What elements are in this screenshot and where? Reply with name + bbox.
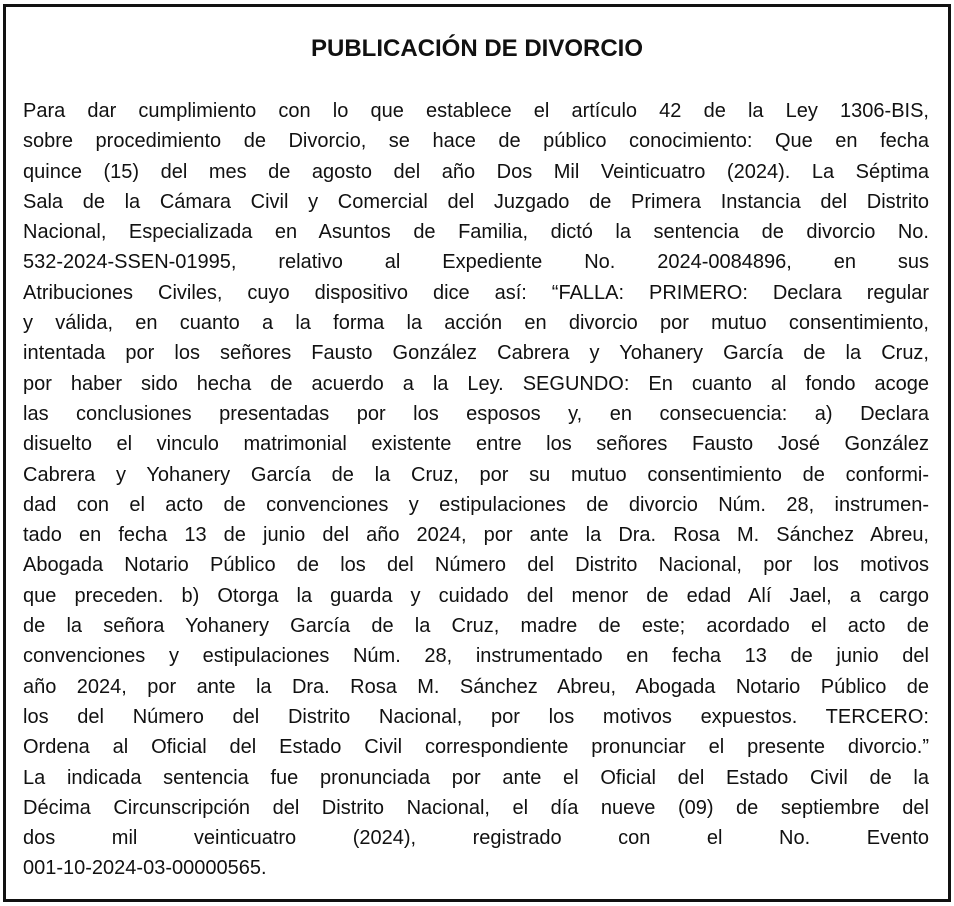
notice-line: año 2024, por ante la Dra. Rosa M. Sánchez Abreu, Abogada Notario Público de xyxy=(23,675,929,698)
notice-line: sobre procedimiento de Divorcio, se hace de público conocimiento: Que en fecha xyxy=(23,130,929,153)
notice-line: Para dar cumplimiento con lo que establece el artículo 42 de la Ley 1306-BIS, xyxy=(23,100,929,122)
notice-line: Cabrera y Yohanery García de la Cruz, por su mutuo consentimiento de conformi- xyxy=(23,463,929,486)
notice-line: Décima Circunscripción del Distrito Nacional, el día nueve (09) de septiembre del xyxy=(23,796,929,819)
notice-frame xyxy=(3,4,951,902)
notice-line: intentada por los señores Fausto González Cabrera y Yohanery García de la Cruz, xyxy=(23,342,929,365)
notice-line: 001-10-2024-03-00000565. xyxy=(23,857,267,880)
notice-line: La indicada sentencia fue pronunciada por ante el Oficial del Estado Civil de la xyxy=(23,766,929,789)
notice-line: Atribuciones Civiles, cuyo dispositivo dice así: “FALLA: PRIMERO: Declara regular xyxy=(23,281,929,304)
notice-line: Ordena al Oficial del Estado Civil correspondiente pronunciar el presente divorcio.” xyxy=(23,736,929,759)
notice-line: por haber sido hecha de acuerdo a la Ley. SEGUNDO: En cuanto al fondo acoge xyxy=(23,372,929,395)
notice-line: dos mil veinticuatro (2024), registrado con el No. Evento xyxy=(23,827,929,850)
notice-line: los del Número del Distrito Nacional, por los motivos expuestos. TERCERO: xyxy=(23,705,929,728)
notice-title: PUBLICACIÓN DE DIVORCIO xyxy=(310,35,643,62)
notice-line: las conclusiones presentadas por los esposos y, en consecuencia: a) Declara xyxy=(23,402,929,425)
notice-line: dad con el acto de convenciones y estipulaciones de divorcio Núm. 28, instrumen- xyxy=(23,493,929,516)
notice-line: de la señora Yohanery García de la Cruz, madre de este; acordado el acto de xyxy=(23,615,929,638)
notice-line: 532-2024-SSEN-01995, relativo al Expediente No. 2024-0084896, en sus xyxy=(23,251,929,274)
notice-line: disuelto el vinculo matrimonial existente entre los señores Fausto José González xyxy=(23,433,929,456)
notice-line: tado en fecha 13 de junio del año 2024, por ante la Dra. Rosa M. Sánchez Abreu, xyxy=(23,524,929,547)
notice-body xyxy=(23,96,929,884)
notice-line: Nacional, Especializada en Asuntos de Familia, dictó la sentencia de divorcio No. xyxy=(23,221,929,244)
notice-line: Abogada Notario Público de los del Número del Distrito Nacional, por los motivos xyxy=(23,554,929,577)
notice-line: convenciones y estipulaciones Núm. 28, instrumentado en fecha 13 de junio del xyxy=(23,645,929,668)
notice-line: y válida, en cuanto a la forma la acción en divorcio por mutuo consentimiento, xyxy=(23,312,929,335)
notice-line: que preceden. b) Otorga la guarda y cuidado del menor de edad Alí Jael, a cargo xyxy=(23,584,929,607)
notice-line: quince (15) del mes de agosto del año Dos Mil Veinticuatro (2024). La Séptima xyxy=(23,160,929,183)
notice-line: Sala de la Cámara Civil y Comercial del Juzgado de Primera Instancia del Distrito xyxy=(23,190,929,213)
